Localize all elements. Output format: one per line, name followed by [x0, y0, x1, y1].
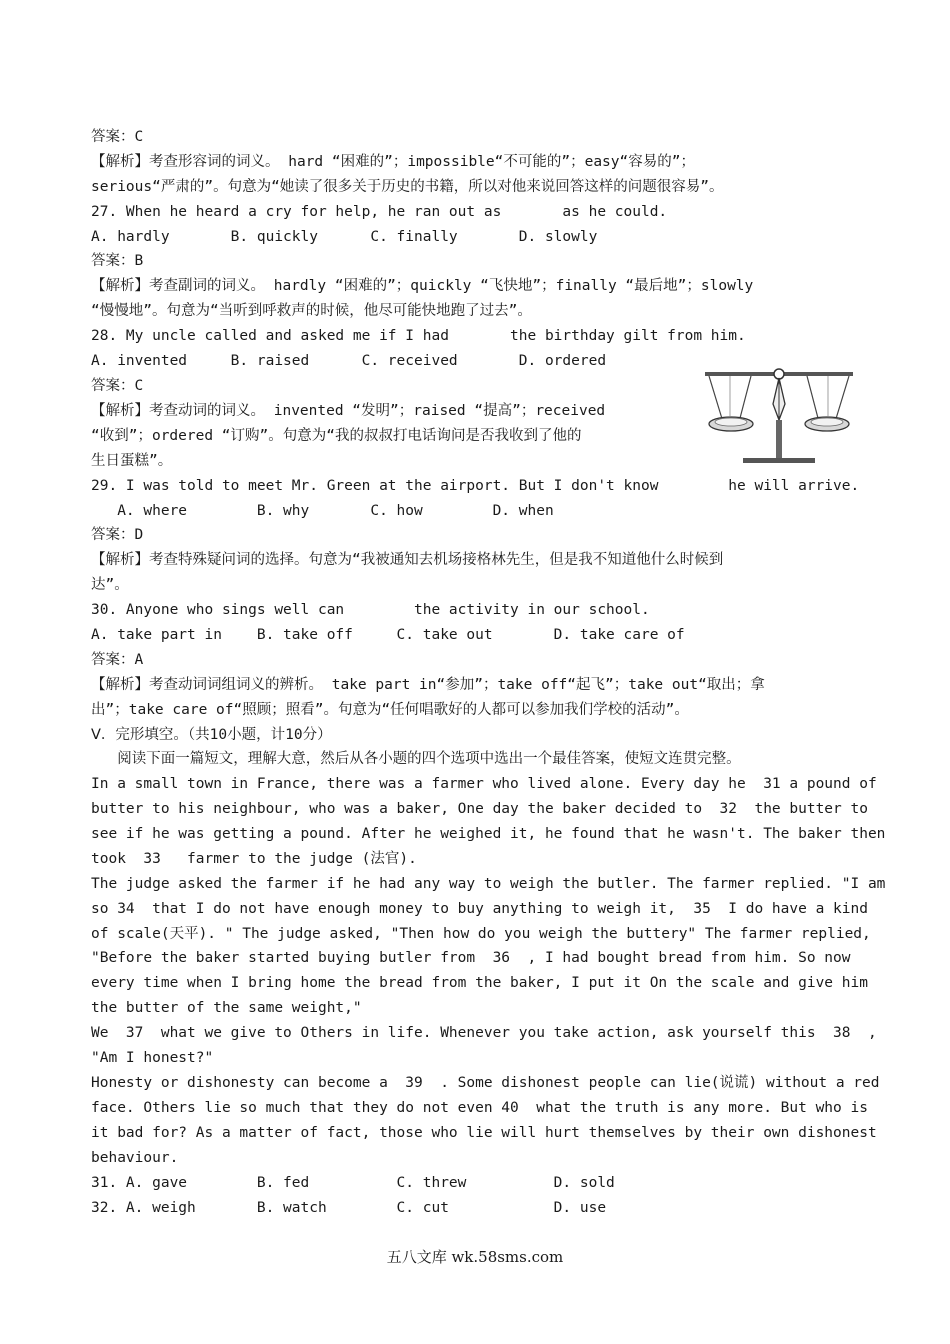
passage-line: "Before the baker started buying butler from 36 , I had bought bread from him. So now [91, 950, 851, 966]
options-31: 31. A. gave B. fed C. threw D. sold [91, 1175, 615, 1191]
passage-line: behaviour. [91, 1150, 179, 1166]
instructions: 阅读下面一篇短文，理解大意，然后从各小题的四个选项中选出一个最佳答案，使短文连贯完整。 [91, 751, 741, 767]
analysis-line: 【解析】考查动词词组词义的辨析。 take part in“参加”；take off“起飞”；take out“取出；拿 [91, 677, 765, 693]
passage-line: We 37 what we give to Others in life. Whenever you take action, ask yourself this 38 , [91, 1025, 877, 1041]
answer-line: 答案：C [91, 129, 144, 145]
answer-line: 答案：D [91, 527, 144, 543]
passage-line: face. Others lie so much that they do not even 40 what the truth is any more. But who is [91, 1100, 868, 1116]
analysis-line: 【解析】考查动词的词义。 invented “发明”；raised “提高”；received [91, 403, 606, 419]
passage-line: so 34 that I do not have enough money to buy anything to weigh it, 35 I do have a kind [91, 901, 868, 917]
passage-line: every time when I bring home the bread from the baker, I put it On the scale and give him [91, 975, 868, 991]
analysis-line: 【解析】考查特殊疑问词的选择。句意为“我被通知去机场接格林先生，但是我不知道他什么时候到 [91, 552, 724, 568]
balance-scale-illustration [703, 364, 855, 466]
analysis-line: “收到”；ordered “订购”。句意为“我的叔叔打电话询问是否我收到了他的 [91, 428, 582, 444]
analysis-line: 【解析】考查形容词的词义。 hard “困难的”；impossible“不可能的”；easy“容易的”； [91, 154, 695, 170]
passage-line: the butter of the same weight," [91, 1000, 362, 1016]
passage-line: took 33 farmer to the judge (法官). [91, 851, 417, 867]
answer-line: 答案：A [91, 652, 144, 668]
passage-line: "Am I honest?" [91, 1050, 214, 1066]
footer-watermark: 五八文库 wk.58sms.com [386, 1248, 564, 1266]
answer-line: 答案：C [91, 378, 144, 394]
analysis-line: 【解析】考查副词的词义。 hardly “困难的”；quickly “飞快地”；finally “最后地”；slowly [91, 278, 754, 294]
options-32: 32. A. weigh B. watch C. cut D. use [91, 1200, 607, 1216]
answer-line: 答案：B [91, 253, 144, 269]
options-30: A. take part in B. take off C. take out D. take care of [91, 627, 685, 643]
analysis-line: serious“严肃的”。句意为“她读了很多关于历史的书籍，所以对他来说回答这样的问题很容易”。 [91, 179, 724, 195]
question-28: 28. My uncle called and asked me if I had the birthday gilt from him. [91, 328, 746, 344]
analysis-line: 达”。 [91, 577, 129, 593]
question-29: 29. I was told to meet Mr. Green at the airport. But I don't know he will arrive. [91, 478, 860, 494]
passage-line: it bad for? As a matter of fact, those who lie will hurt themselves by their own dishonest [91, 1125, 877, 1141]
section-heading: Ⅴ．完形填空。（共10小题，计10分） [91, 727, 332, 743]
analysis-line: “慢慢地”。句意为“当听到呼救声的时候，他尽可能快地跑了过去”。 [91, 303, 532, 319]
question-30: 30. Anyone who sings well can the activity in our school. [91, 602, 650, 618]
passage-line: see if he was getting a pound. After he weighed it, he found that he wasn't. The baker then [91, 826, 886, 842]
passage-line: of scale(天平). " The judge asked, "Then how do you weigh the buttery" The farmer replied, [91, 926, 871, 942]
analysis-line: 出”；take care of“照顾；照看”。句意为“任何唱歌好的人都可以参加我们学校的活动”。 [91, 702, 689, 718]
options-27: A. hardly B. quickly C. finally D. slowly [91, 229, 598, 245]
passage-line: In a small town in France, there was a farmer who lived alone. Every day he 31 a pound of [91, 776, 877, 792]
analysis-line: 生日蛋糕”。 [91, 453, 173, 469]
question-27: 27. When he heard a cry for help, he ran out as as he could. [91, 204, 668, 220]
options-28: A. invented B. raised C. received D. ordered [91, 353, 607, 369]
options-29: A. where B. why C. how D. when [91, 503, 554, 519]
passage-line: The judge asked the farmer if he had any way to weigh the butler. The farmer replied. "I am [91, 876, 886, 892]
passage-line: butter to his neighbour, who was a baker, One day the baker decided to 32 the butter to [91, 801, 868, 817]
passage-line: Honesty or dishonesty can become a 39 . Some dishonest people can lie(说谎) without a red [91, 1075, 880, 1091]
